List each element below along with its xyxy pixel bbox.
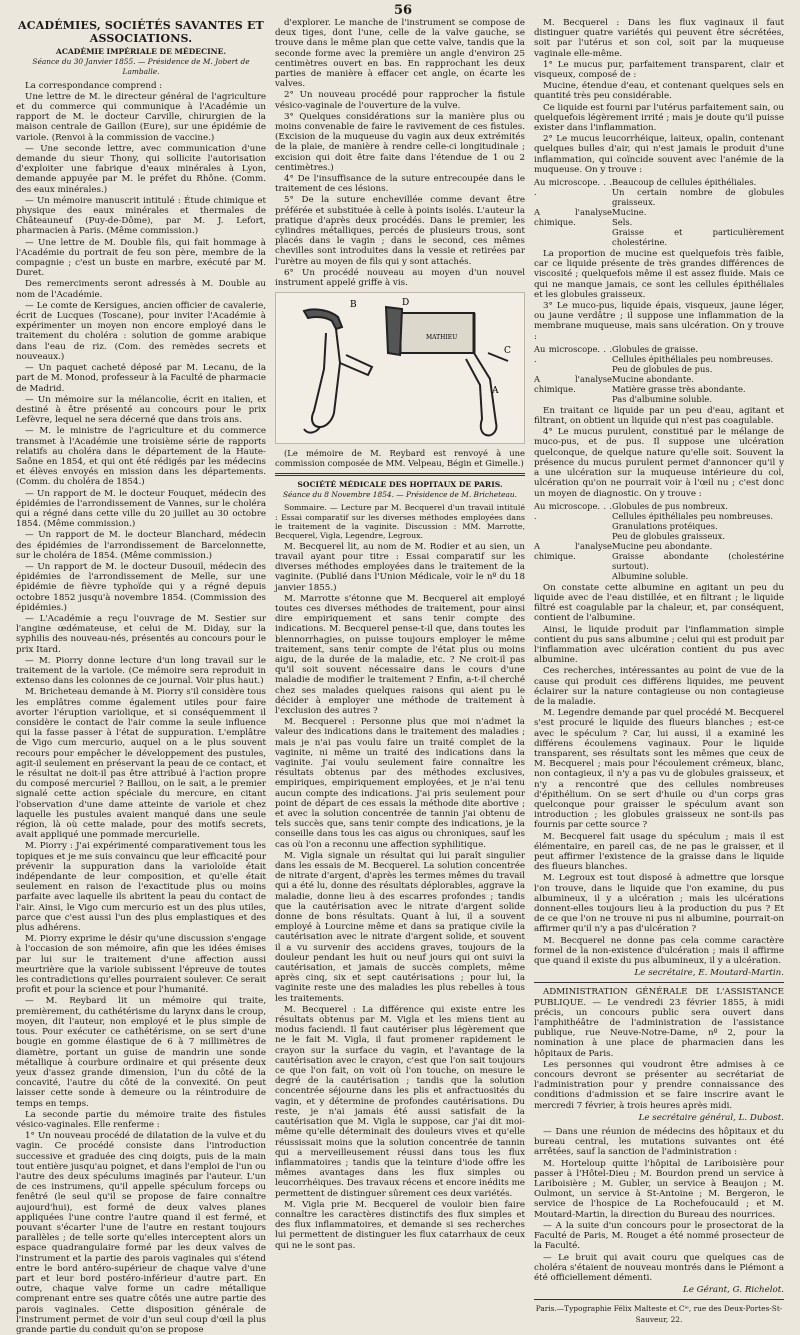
analysis-item: Pas d'albumine soluble. (612, 393, 713, 404)
paragraph: — M. le ministre de l'agriculture et du commerce transmet à l'Académie une troisième série de rapports relatifs au choléra dans le département de la Haute-Saône en 1854, et qui ont été rédigés par les médecins et élèves envoyés en mission dans les départements. (Comm. du choléra de 1854.) (16, 426, 266, 488)
column-3-body-c (534, 406, 784, 499)
paragraph: M. Marrotte s'étonne que M. Becquerel ait employé toutes ces diverses méthodes de traitement, pour ainsi dire empiriquement et sans tenir compte des indications. M. Becquerel pense-t-il que, dans toutes les blennorrhagies, on puisse toujours employer le même traitement, sans tenir compte de l'état plus ou moins aigu, de la durée de la maladie, etc. ? Ne croit-il pas qu'il soit souvent nécessaire dans le cours d'une maladie de modifier le traitement ? Enfin, a-t-il cherché chez ses malades quelques raisons qui aient pu le décider à employer une méthode de traitement à l'exclusion des autres ? (275, 593, 525, 716)
analysis-item: Matière grasse très abondante. (612, 383, 746, 394)
microscope-analysis-row (534, 501, 784, 541)
speculum-right-drawing (386, 307, 508, 435)
paragraph: 2° Un nouveau procédé pour rapprocher la fistule vésico-vaginale de l'ouverture de la vulve. (275, 90, 525, 111)
paragraph: — L'Académie a reçu l'ouvrage de M. Sestier sur l'angine œdémateuse, et celui de M. Diday, sur la syphilis des nouveau-nés, présentés au concours pour le prix Itard. (16, 613, 266, 655)
paragraph: La seconde partie du mémoire traite des fistules vésico-vaginales. Elle renferme : (16, 1109, 266, 1130)
paragraph: — Dans une réunion de médecins des hôpitaux et du bureau central, les mutations suivantes ont été arrêtées, sauf la sanction de l'administration : (534, 1127, 784, 1158)
column-3 (534, 18, 784, 1324)
column-3-body-a (534, 18, 784, 175)
paragraph: M. Legendre demande par quel procédé M. Becquerel s'est procuré le liquide des flueurs blanches ; est-ce avec le spéculum ? Car, lui aussi, il a examiné les différens écoulemens vaginaux. Pour le liquide transparent, ses résultats sont les mêmes que ceux de M. Becquerel ; mais pour l'écoulement crémeux, blanc, non contagieux, il n'y a pas vu de globules graisseux, et n'y a rencontré que des cellules nombreuses d'épithélium. On se sert d'huile ou d'un corps gras quelconque pour graisser le spéculum avant son introduction ; les globules graisseux ne sont-ils pas fournis par cette source ? (534, 708, 784, 831)
column-2-body-bottom (275, 542, 525, 1251)
figure-label-b: B (350, 300, 357, 311)
page-number: 56 (393, 3, 413, 18)
paragraph: — A la suite d'un concours pour le prosectorat de la Faculté de Paris, M. Rouget a été nommé prosecteur de la Faculté. (534, 1220, 784, 1252)
imprint: Paris.—Typographie Félix Malteste et Cⁱᵉ, rue des Deux-Portes-St-Sauveur, 22. (535, 1304, 783, 1324)
column-2 (275, 18, 525, 1251)
analysis-item: Graisse abondante (cholestérine surtout). (612, 550, 784, 571)
paragraph: M. Becquerel lit, au nom de M. Rodier et au sien, un travail ayant pour titre : Essai comparatif sur les diverses méthodes employées dans le traitement de la vaginite. (Publié dans l'Union Médicale, voir le nº du 18 janvier 1855.) (275, 541, 525, 593)
chemical-analysis-row (534, 541, 784, 581)
secretary-general-signature: Le secrétaire général, L. Dubost. (638, 1112, 784, 1123)
chemical-label: A l'analyse chimique. (534, 207, 612, 228)
society-title: SOCIÉTÉ MÉDICALE DES HOPITAUX DE PARIS. (297, 479, 503, 489)
paragraph: La correspondance comprend : (25, 80, 163, 91)
analysis-block-2 (534, 344, 784, 404)
paragraph: 3° Quelques considérations sur la manière plus ou moins convenable de faire le ravivement de ces fistules. (Excision de la muqueuse du vagin aux deux extrémités de la plaie, de manière à rendre celle-ci longitudinale ; excision qui doit être faite dans l'étendue de 1 ou 2 centimètres.) (275, 111, 525, 173)
microscope-label: Au microscope. . . . (534, 500, 612, 521)
admin-notice (534, 987, 784, 1110)
paragraph: 6° Un procédé nouveau au moyen d'un nouvel instrument appelé griffe à vis. (275, 267, 525, 289)
paragraph: — Une lettre de M. Double fils, qui fait hommage à l'Académie du portrait de feu son père, membre de la compagnie ; c'est un buste en marbre, exécuté par M. Duret. (16, 237, 266, 279)
paragraph: M. Becquerel ne donne pas cela comme caractère formel de la non-existence d'ulcération ; mais il affirme que quand il existe du pus albumineux, il y a ulcération. (534, 935, 784, 967)
divider (534, 1299, 784, 1300)
microscope-analysis-row (534, 177, 784, 207)
analysis-item: Peu de globules de pus. (612, 363, 713, 374)
paragraph: 1° Un nouveau procédé de dilatation de la vulve et du vagin. Ce procédé consiste dans l'introduction successive et graduée des cinq doigts, puis de la main tout entière jusqu'au poignet, et dans l'emploi de l'un ou l'autre des deux spéculums imaginés par l'auteur. L'un de ces instrumens, qu'il appelle spéculum forceps ou fenêtré (le seul qu'il se propose de faire connaître aujourd'hui), est formé de deux valves planes appliquées l'une contre l'autre quand il est fermé, et pouvant s'écarter l'une de l'autre en restant toujours parallèles ; de telle sorte qu'elles interceptent alors un espace quadrangulaire formé par les deux valves de l'instrument et la partie des parois vaginales qui s'étend entre le bord antéro-supérieur de chaque valve d'une part et leur bord postéro-inférieur d'autre part. En outre, chaque valve forme un cadre métallique comprenant entre ses quatre côtés une autre partie des parois vaginales. Cette disposition générale de l'instrument permet de voir d'un seul coup d'œil la plus grande partie du conduit qu'on se propose (16, 1131, 266, 1335)
paragraph: d'explorer. Le manche de l'instrument se compose de deux tiges, dont l'une, celle de la valve gauche, se trouve dans le même plan que cette valve, tandis que la seconde forme avec la première un angle d'environ 25 centimètres ouvert en bas. En rapprochant les deux parties de manière à effacer cet angle, on écarte les valves. (275, 18, 525, 90)
paragraph: M. Piorry : J'ai expérimenté comparativement tous les topiques et je me suis convaincu que leur efficacité pour prévenir la suppuration dans la varioloïde était indépendante de leur composition, et qu'elle était seulement en raison de l'exactitude plus ou moins parfaite avec laquelle ils abritent la peau du contact de l'air. Ainsi, le Vigo cum mercurio est un des plus utiles, parce que c'est aussi l'un des plus emplastiques et des plus adhérens. (16, 841, 266, 934)
analysis-item: Globules de graisse. (612, 343, 698, 354)
paragraph: — M. Reybard lit un mémoire qui traite, premièrement, du cathétérisme du larynx dans le croup, moyen, dit l'auteur, non employé et le plus simple de tous. Pour exécuter ce cathétérisme, on se sert d'une bougie en gomme élastique de 6 à 7 millimètres de diamètre, portant un guise de mandrin une sonde métallique à courbure ordinaire et qui présente deux yeux d'assez grande dimension, l'un du côté de la concavité, l'autre du côté de la convexité. On peut laisser cette sonde à demeure ou la réintroduire de temps en temps. (16, 996, 266, 1109)
figure-maker-mark: MATHIEU (426, 334, 458, 342)
column-2-body-top (275, 18, 525, 288)
subsection-title: ACADÉMIE IMPÉRIALE DE MÉDECINE. (55, 47, 227, 56)
analysis-item: Sels. (612, 217, 633, 228)
paragraph: On constate cette albumine en agitant un peu du liquide avec de l'eau distillée, et en filtrant ; le liquide filtré est coagulable par la chaleur, et, par conséquent, contient de l'albumine. (534, 582, 784, 624)
analysis-block-1 (534, 177, 784, 247)
analysis-item: Mucine peu abondante. (612, 540, 713, 551)
paragraph: Ce liquide est fourni par l'utérus parfaitement sain, ou quelquefois légèrement irrité ; mais je doute qu'il puisse exister dans l'inflammation. (534, 102, 784, 134)
analysis-item: Peu de globules graisseux. (612, 530, 726, 541)
paragraph: — Le comte de Kersigues, ancien officier de cavalerie, écrit de Lucques (Toscane), pour inviter l'Académie à expérimenter un moyen non encore employé dans le traitement du choléra : solution de gomme arabique dans l'eau de riz. (Com. des remèdes secrets et nouveaux.) (16, 300, 266, 362)
section-title: ACADÉMIES, SOCIÉTÉS SAVANTES ET ASSOCIATIONS. (18, 19, 264, 45)
microscope-analysis-row (534, 344, 784, 374)
microscope-label: Au microscope. . . . (534, 177, 612, 198)
column-1 (16, 18, 266, 1335)
speculum-left-drawing (304, 310, 372, 433)
paragraph: 1° Le mucus pur, parfaitement transparent, clair et visqueux, composé de : (534, 59, 784, 81)
paragraph: M. Becquerel fait usage du spéculum ; mais il est élémentaire, en pareil cas, de ne pas le graisser, et il peut affirmer l'existence de la graisse dans le liquide des flueurs blanches. (534, 831, 784, 873)
paragraph: — Le bruit qui avait couru que quelques cas de choléra s'étaient de nouveau montrés dans le Piémont a été officiellement démenti. (534, 1252, 784, 1283)
chemical-analysis-row (534, 374, 784, 404)
paragraph: M. Piorry exprime le désir qu'une discussion s'engage à l'occasion de son mémoire, afin que les idées émises par lui sur le traitement d'une affection aussi meurtrière que la variole subissent l'épreuve de toutes les contradictions qu'elles pourraient soulever. Ce serait profit et pour la science et pour l'humanité. (16, 934, 266, 996)
paragraph: En traitant ce liquide par un peu d'eau, agitant et filtrant, on obtient un liquide qui n'est pas coagulable. (534, 405, 784, 427)
session-meta: Séance du 30 Janvier 1855. — Présidence de M. Jobert de Lamballe. (32, 57, 250, 77)
section-divider (275, 473, 525, 476)
news-items (534, 1127, 784, 1283)
paragraph: M. Becquerel : La différence qui existe entre les résultats obtenus par M. Vigla et les miens tient au modus faciendi. Il faut cautériser plus légèrement que ne le fait M. Vigla, il faut promener rapidement le crayon sur la surface du vagin, et l'avantage de la cautérisation avec le crayon, c'est que l'on sait toujours ce que l'on fait, on voit où l'on touche, on mesure le degré de la cautérisation ; tandis que la solution concentrée séjourne dans les plis et anfractuosités du vagin, et y détermine de profondes cautérisations. Du reste, je n'ai jamais été aussi satisfait de la cautérisation que M. Vigla le suppose, car j'ai dit moi-même qu'elle déterminait des douleurs vives et qu'elle réussissait moins que la solution concentrée de tannin qui a merveilleusement réussi dans tous les flux inflammatoires ; tandis que la teinture d'iode offre les mêmes avantages dans les flux simples ou leucorrhéiques. Des travaux récens et encore inédits me permettent de distinguer sûrement ces deux variétés. (275, 1004, 525, 1199)
paragraph: Ainsi, le liquide produit par l'inflammation simple contient du pus sans albumine ; celui qui est produit par l'inflammation avec ulcération contient du pus avec albumine. (534, 624, 784, 666)
microscope-items (612, 344, 773, 374)
paragraph: — Un mémoire manuscrit intitulé : Étude chimique et physique des eaux minérales et thermales de Châteauneuf (Puy-de-Dôme), par M. J. Lefort, pharmacien à Paris. (Même commission.) (16, 195, 266, 237)
paragraph: M. Becquerel : Personne plus que moi n'admet la valeur des indications dans le traitement des maladies ; mais je n'ai pas voulu faire un traité complet de la vaginite, ni même un traité des indications dans la vaginite. J'ai voulu seulement faire connaître les résultats obtenus par des méthodes exclusives, empiriques, empiriquement employées, et je n'ai tenu aucun compte des indications. J'ai pris seulement pour point de départ de ces essais la méthode dite abortive ; et avec la solution concentrée de tannin j'ai obtenu de tels succès que, sans tenir compte des indications, je la conseille dans tous les cas aigus ou chroniques, sauf les cas où l'on a reconnu une affection syphilitique. (275, 717, 525, 850)
chemical-items (612, 207, 784, 247)
paragraph: M. Vigla prie M. Becquerel de vouloir bien faire connaître les caractères distinctifs des flux simples et des flux inflammatoires, et demande si ses recherches lui permettent de distinguer les flux catarrhaux de ceux qui ne le sont pas. (275, 1199, 525, 1251)
paragraph: M. Bricheteau demande à M. Piorry s'il considère tous les emplâtres comme également utiles pour faire avorter l'éruption variolique, et si conséquemment il considère le contact de l'air comme la seule influence qui la fasse passer à l'état de suppuration. L'emplâtre de Vigo cum mercurio, auquel on a le plus souvent recours pour empêcher le développement des pustules, agit-il seulement en préservant la peau de ce contact, et le résultat ne doit-il pas être attribué à l'action propre du composé mercuriel ? Baillou, on le sait, a le premier signalé cette action spéciale du mercure, en citant l'observation d'une dame atteinte de variole et chez laquelle les pustules avaient manqué dans une seule région, là où cette malade, pour des motifs secrets, avait appliqué une pommade mercurielle. (16, 687, 266, 841)
analysis-block-3 (534, 501, 784, 581)
paragraph: — M. Piorry donne lecture d'un long travail sur le traitement de la variole. (Ce mémoire sera reproduit in extenso dans les colonnes de ce journal. Voir plus haut.) (16, 655, 266, 687)
paragraph: Des remerciments seront adressés à M. Double au nom de l'Académie. (16, 279, 266, 300)
figure-label-d: D (402, 298, 410, 309)
columns (16, 18, 790, 1335)
chemical-items (612, 541, 784, 581)
chemical-items (612, 374, 746, 404)
chemical-label: A l'analyse chimique. (534, 540, 612, 561)
analysis-item: Globules de pus nombreux. (612, 500, 728, 511)
figure-caption: (Le mémoire de M. Reybard est renvoyé à une commission composée de MM. Velpeau, Bégin et Gimelle.) (275, 448, 525, 469)
analysis-item: Albumine soluble. (612, 570, 689, 581)
speculum-figure (275, 292, 525, 444)
column-3-body-d (534, 583, 784, 967)
secretary-signature: Le secrétaire, E. Moutard-Martin. (634, 968, 784, 979)
microscope-items (612, 501, 773, 541)
sommaire: Sommaire. — Lecture par M. Becquerel d'un travail intitulé : Essai comparatif sur les diverses méthodes employées dans le traitement de la vaginite. Discussion : MM. Marrotte, Becquerel, Vigla, Legendre, Legroux. (275, 503, 525, 541)
analysis-item: Mucine. (612, 207, 647, 218)
paragraph: M. Legroux est tout disposé à admettre que lorsque l'on trouve, dans le liquide que l'on examine, du pus albumineux, il y a ulcération ; mais les ulcérations donnent-elles toujours lieu à la production du pus ? Et de ce que l'on ne trouve ni pus ni albumine, pourrait-on affirmer qu'il n'y a pas d'ulcération ? (534, 873, 784, 935)
paragraph: 2° Le mucus leucorrhéique, laiteux, opalin, contenant quelques bulles d'air, qui n'est jamais le produit d'une inflammation, qui coïncide souvent avec l'anémie de la muqueuse. On y trouve : (534, 134, 784, 175)
paragraph: M. Becquerel : Dans les flux vaginaux il faut distinguer quatre variétés qui peuvent être sécrétées, soit par l'utérus et son col, soit par la muqueuse vaginale elle-même. (534, 18, 784, 59)
paragraph: — Un rapport de M. le docteur Blanchard, médecin des épidémies de l'arrondissement de Barcelonnette, sur le choléra de 1854. (Même commission.) (16, 530, 266, 561)
paragraph: M. Vigla signale un résultat qui lui paraît singulier dans les essais de M. Becquerel. La solution concentrée de nitrate d'argent, d'après les termes mêmes du travail qui a été lu, donne des résultats déplorables, aggrave la maladie, donne lieu à des escarres profondes ; tandis que la cautérisation avec le nitrate d'argent solide donne de bons résultats. Quant à lui, il a souvent employé à Lourcine même et dans sa pratique civile la cautérisation avec le nitrate d'argent solide, et souvent il a vu survenir des accidens graves, toujours de la douleur pendant les huit ou neuf jours qui ont suivi la cautérisation, et jamais de succès complets, même après cinq, six et sept cautérisations ; pour lui, la vaginite reste une des maladies les plus rebelles à tous les traitements. (275, 850, 525, 1004)
paragraph: 4° Le mucus purulent, constitué par le mélange de muco-pus, et de pus. Il suppose une ulcération quelconque, de quelque nature qu'elle soit. Souvent la présence du mucus purulent permet d'annoncer qu'il y a une ulcération sur la muqueuse intérieure du col, ulcération qu'on ne pourrait voir à l'œil nu ; c'est donc un moyen de diagnostic. On y trouve : (534, 427, 784, 499)
figure-label-a: A (492, 386, 499, 397)
column-3-body-b (534, 249, 784, 342)
paragraph: La proportion de mucine est quelquefois très faible, car ce liquide présente de très grandes différences de viscosité ; quelquefois même il est assez fluide. Mais ce qui ne manque jamais, ce sont les cellules épithéliales et les globules graisseux. (534, 249, 784, 300)
analysis-item: Cellules épithéliales peu nombreuses. (612, 510, 774, 521)
chemical-label: A l'analyse chimique. (534, 373, 612, 394)
analysis-item: Graisse et particulièrement cholestérine. (612, 227, 784, 248)
paragraph: M. Horteloup quitte l'hôpital de Lariboisière pour passer à l'Hôtel-Dieu ; M. Bourdon prend un service à Lariboisière ; M. Gubler, un service à Beaujon ; M. Oulmont, un service à St-Antoine ; M. Bergeron, le service de l'hospice de La Rochefoucauld ; et M. Moutard-Martin, la direction du Bureau des nourrices. (534, 1158, 784, 1220)
gerant-signature: Le Gérant, G. Richelot. (682, 1285, 784, 1296)
paragraph: 5° De la suture enchevillée comme devant être préférée et substituée à celle à points isolés. L'auteur la pratique d'après deux procédés. Dans le premier, les cylindres métalliques, percés de plusieurs trous, sont placés dans le vagin ; dans le second, ces mêmes chevilles sont introduites dans la vessie et retirées par l'urètre au moyen de fils qui y sont attachés. (275, 195, 525, 267)
figure-label-c: C (504, 346, 511, 357)
paragraph: — Un paquet cacheté déposé par M. Lecanu, de la part de M. Monod, professeur à la Faculté de pharmacie de Madrid. (16, 363, 266, 394)
paragraph: 4° De l'insuffisance de la suture entrecoupée dans le traitement de ces lésions. (275, 174, 525, 195)
paragraph: — Un rapport de M. le docteur Fouquet, médecin des épidémies de l'arrondissement de Vannes, sur le choléra qui a régné dans cette ville du 20 juillet au 30 octobre 1854. (Même commission.) (16, 488, 266, 530)
paragraph: — Un rapport de M. le docteur Dusouil, médecin des épidémies de l'arrondissement de Melle, sur une épidémie de fièvre typhoïde qui y a régné depuis octobre 1852 jusqu'à novembre 1854. (Commission des épidémies.) (16, 561, 266, 613)
paragraph: Mucine, étendue d'eau, et contenant quelques sels en quantité très peu considérable. (534, 81, 784, 102)
analysis-item: Granulations protéiques. (612, 520, 718, 531)
paragraph: 3° Le muco-pus, liquide épais, visqueux, jaune léger, ou jaune verdâtre ; il suppose une inflammation de la membrane muqueuse, mais sans ulcération. On y trouve : (534, 301, 784, 342)
paragraph: Les personnes qui voudront être admises à ce concours devront se présenter au secrétariat de l'administration pour y prendre connaissance des conditions d'admission et se faire inscrire avant le mercredi 7 février, à trois heures après midi. (534, 1059, 784, 1111)
chemical-analysis-row (534, 207, 784, 247)
microscope-items (612, 177, 784, 207)
paragraph: — Un mémoire sur la mélancolie, écrit en italien, et destiné à être présenté au concours pour le prix Lefèvre, lequel ne sera décerné que dans trois ans. (16, 394, 266, 426)
paragraph: Une lettre de M. le directeur général de l'agriculture et du commerce qui communique à l'Académie un rapport de M. le docteur Carville, chirurgien de la maison centrale de Gaillon (Eure), sur une épidémie de variole. (Renvoi à la commission de vaccine.) (16, 91, 266, 143)
paragraph: Ces recherches, intéressantes au point de vue de la cause qui produit ces différens liquides, me peuvent éclairer sur la nature contagieuse ou non contagieuse de la maladie. (534, 666, 784, 707)
microscope-label: Au microscope. . . . (534, 343, 612, 364)
divider (534, 982, 784, 983)
paragraph: ADMINISTRATION GÉNÉRALE DE L'ASSISTANCE PUBLIQUE. — Le vendredi 23 février 1855, à midi précis, un concours public sera ouvert dans l'amphithéâtre de l'administration de l'assistance publique, rue Neuve-Notre-Dame, nº 2, pour la nomination à une place de pharmacien dans les hôpitaux de Paris. (534, 987, 784, 1059)
paragraph: — Une seconde lettre, avec communication d'une demande du sieur Thony, qui sollicite l'autorisation d'exploiter une fabrique d'eaux minérales à Lyon, demande appuyée par M. le préfet du Rhône. (Comm. des eaux minérales.) (16, 143, 266, 195)
society-session-meta: Séance du 8 Novembre 1854. — Présidence de M. Bricheteau. (282, 489, 517, 499)
speculum-illustration (276, 293, 524, 443)
analysis-item: Un certain nombre de globules graisseux. (612, 187, 784, 208)
column-1-body (16, 81, 266, 1335)
analysis-item: Cellules épithéliales peu nombreuses. (612, 353, 774, 364)
analysis-item: Mucine abondante. (612, 373, 694, 384)
analysis-item: Beaucoup de cellules épithéliales. (612, 177, 757, 188)
